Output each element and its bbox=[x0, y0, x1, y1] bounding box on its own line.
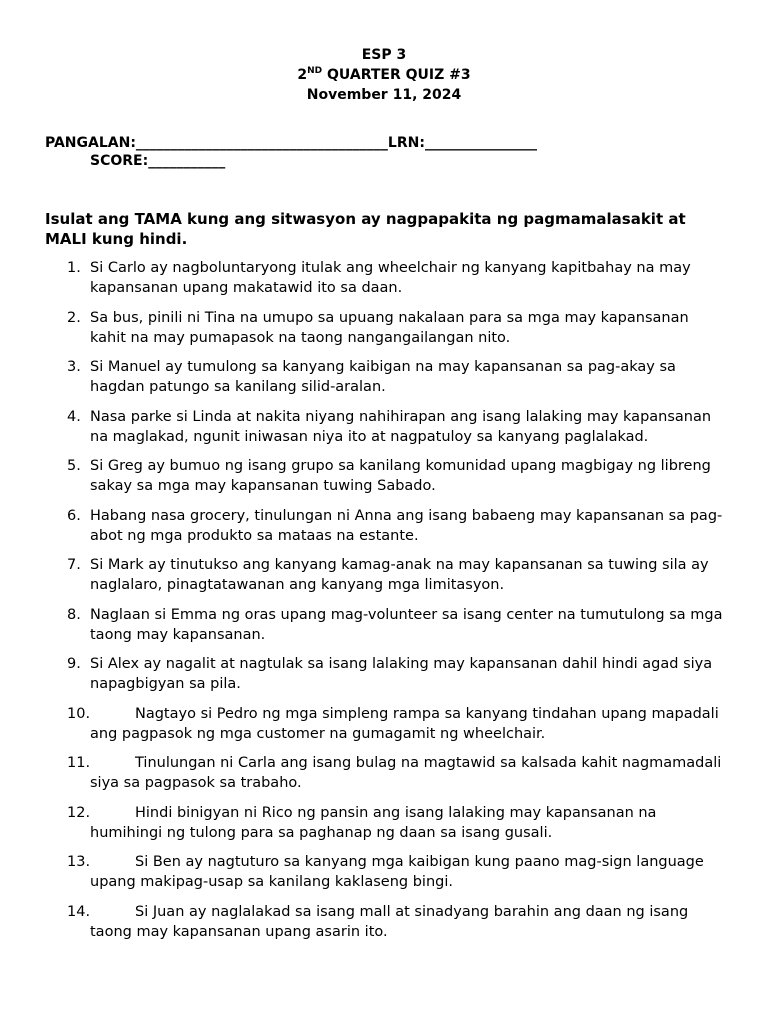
question-text: Si Ben ay nagtuturo sa kanyang mga kaibigan kung paano mag-sign language upang makipag-usap sa kanilang kaklaseng bingi. bbox=[90, 854, 704, 890]
question-text: Si Greg ay bumuo ng isang grupo sa kanilang komunidad upang magbigay ng libreng sakay sa mga may kapansanan tuwing Sabado. bbox=[90, 458, 711, 494]
name-lrn-field: PANGALAN:____________________________________LRN:________________ bbox=[45, 135, 537, 151]
question-item bbox=[0, 654, 768, 694]
question-number: 1. bbox=[67, 260, 81, 276]
quiz-title bbox=[0, 65, 768, 85]
question-item bbox=[0, 605, 768, 645]
question-number: 10. bbox=[67, 705, 91, 722]
question-item bbox=[0, 407, 768, 447]
question-item bbox=[0, 852, 768, 892]
score-field: SCORE:___________ bbox=[90, 153, 226, 169]
question-text: Hindi binigyan ni Rico ng pansin ang isang lalaking may kapansanan na humihingi ng tulong para sa paghanap ng daan sa isang gusali. bbox=[90, 804, 657, 841]
question-item bbox=[0, 258, 768, 298]
instructions: Isulat ang TAMA kung ang sitwasyon ay nagpapakita ng pagmamalasakit at MALI kung hindi. bbox=[45, 210, 686, 248]
quiz-header bbox=[0, 45, 768, 105]
question-number: 4. bbox=[67, 408, 81, 425]
question-item bbox=[0, 456, 768, 496]
question-number: 13. bbox=[67, 854, 91, 870]
question-item bbox=[0, 704, 768, 744]
quiz-title-rest: QUARTER QUIZ #3 bbox=[322, 67, 471, 83]
question-number: 8. bbox=[67, 606, 81, 623]
question-number: 2. bbox=[67, 309, 81, 326]
question-list bbox=[0, 258, 768, 951]
question-item bbox=[0, 555, 768, 595]
question-item bbox=[0, 506, 768, 546]
question-text: Nasa parke si Linda at nakita niyang nahihirapan ang isang lalaking may kapansanan na maglakad, ngunit iniwasan niya ito at nagpatuloy sa kanyang paglalakad. bbox=[90, 408, 712, 445]
question-number: 9. bbox=[67, 656, 81, 672]
subject-title: ESP 3 bbox=[361, 47, 407, 63]
question-number: 14. bbox=[67, 903, 91, 920]
question-text: Si Manuel ay tumulong sa kanyang kaibigan na may kapansanan sa pag-akay sa hagdan patungo sa kanilang silid-aralan. bbox=[90, 359, 676, 395]
quiz-ordinal-suffix: ND bbox=[307, 66, 323, 76]
question-number: 11. bbox=[67, 755, 91, 771]
question-text: Tinulungan ni Carla ang isang bulag na magtawid sa kalsada kahit nagmamadali siya sa pagpasok sa trabaho. bbox=[90, 755, 722, 791]
question-text: Sa bus, pinili ni Tina na umupo sa upuang nakalaan para sa mga may kapansanan kahit na may pumapasok na taong nangangailangan nito. bbox=[90, 309, 689, 346]
question-text: Nagtayo si Pedro ng mga simpleng rampa sa kanyang tindahan upang mapadali ang pagpasok ng mga customer na gumagamit ng wheelchair. bbox=[90, 705, 719, 742]
quiz-ordinal: 2 bbox=[297, 67, 308, 83]
question-item bbox=[0, 753, 768, 793]
question-number: 3. bbox=[67, 359, 81, 375]
question-text: Si Mark ay tinutukso ang kanyang kamag-anak na may kapansanan sa tuwing sila ay naglalaro, pinagtatawanan ang kanyang mga limitasyon. bbox=[90, 557, 709, 593]
question-item bbox=[0, 902, 768, 942]
question-item bbox=[0, 357, 768, 397]
question-number: 7. bbox=[67, 557, 81, 573]
question-text: Si Carlo ay nagboluntaryong itulak ang wheelchair ng kanyang kapitbahay na may kapansanan upang makatawid ito sa daan. bbox=[90, 260, 691, 296]
question-number: 6. bbox=[67, 507, 81, 524]
question-item bbox=[0, 803, 768, 843]
quiz-date: November 11, 2024 bbox=[306, 87, 462, 103]
question-text: Si Juan ay naglalakad sa isang mall at sinadyang barahin ang daan ng isang taong may kapansanan upang asarin ito. bbox=[90, 903, 689, 940]
question-text: Naglaan si Emma ng oras upang mag-volunteer sa isang center na tumutulong sa mga taong may kapansanan. bbox=[90, 606, 723, 643]
question-number: 12. bbox=[67, 804, 91, 821]
question-text: Si Alex ay nagalit at nagtulak sa isang lalaking may kapansanan dahil hindi agad siya napagbigyan sa pila. bbox=[90, 656, 713, 692]
question-text: Habang nasa grocery, tinulungan ni Anna ang isang babaeng may kapansanan sa pag-abot ng mga produkto sa mataas na estante. bbox=[90, 507, 723, 544]
question-item bbox=[0, 308, 768, 348]
question-number: 5. bbox=[67, 458, 81, 474]
